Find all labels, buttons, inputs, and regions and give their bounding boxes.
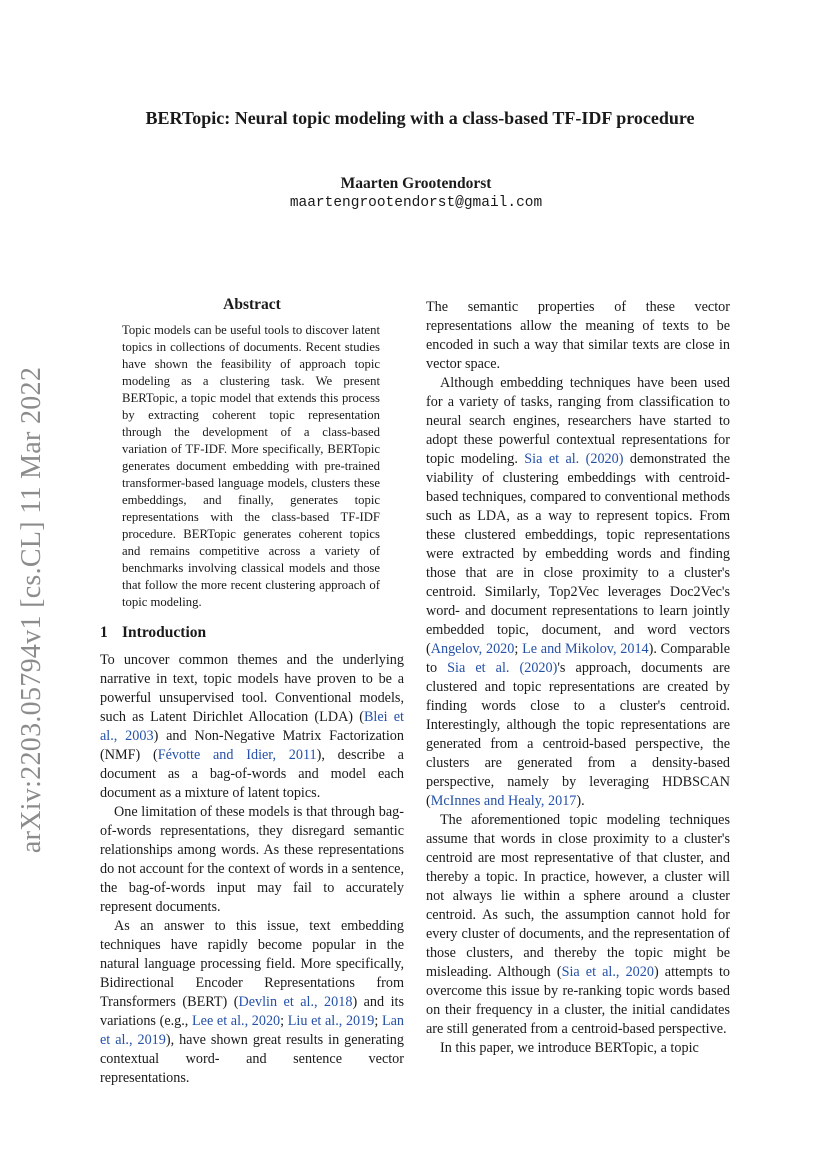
citation-link[interactable]: Sia et al. (2020) (524, 451, 624, 467)
text-run: ; (280, 1013, 288, 1029)
text-run: ; (374, 1013, 382, 1029)
text-run: ) attempts to overcome this issue by re-ranking topic words based on their frequency in a cluster, the initial candidates are still generated from a centroid-based perspective. (426, 964, 730, 1037)
citation-link[interactable]: Liu et al., 2019 (287, 1013, 375, 1029)
text-run: ) and its variations (e.g., (100, 994, 404, 1029)
section-heading-introduction (100, 624, 404, 642)
citation-link[interactable]: Angelov, 2020 (430, 641, 515, 657)
intro-paragraph-3 (100, 917, 404, 1088)
text-run: ) and Non-Negative Matrix Factorization (NMF) ( (100, 728, 404, 763)
citation-link[interactable]: Blei et al., 2003 (100, 709, 404, 744)
right-column (426, 298, 730, 1058)
text-run: ), describe a document as a bag-of-words and model each document as a mixture of latent topics. (100, 747, 404, 801)
section-number: 1 (100, 624, 108, 641)
citation-link[interactable]: McInnes and Healy, 2017 (430, 793, 577, 809)
text-run: Although embedding techniques have been used for a variety of tasks, ranging from classification to neural search engines, researchers have started to adopt these powerful contextual representations for topic modeling. (426, 375, 730, 467)
text-run: ). (576, 793, 585, 809)
text-run: As an answer to this issue, text embedding techniques have rapidly become popular in the natural language processing field. More specifically, Bidirectional Encoder Representations from Transformers (BERT) ( (100, 918, 404, 1010)
left-column (100, 296, 404, 1088)
arxiv-identifier-stamp (10, 360, 54, 860)
citation-link[interactable]: Lee et al., 2020 (192, 1013, 281, 1029)
arxiv-identifier-text: arXiv:2203.05794v1 [cs.CL] 11 Mar 2022 (16, 366, 47, 854)
text-run: ; (514, 641, 523, 657)
author-name: Maarten Grootendorst (340, 175, 492, 192)
abstract-heading: Abstract (223, 296, 281, 313)
abstract-text: Topic models can be useful tools to discover latent topics in collections of documents. Recent studies have shown the feasibility of approach topic modeling as a clustering task. We present BERTopic, a topic model that extends this process by extracting coherent topic representation through the development of a class-based variation of TF-IDF. More specifically, BERTopic generates document embedding with pre-trained transformer-based language models, clusters these embeddings, and finally, generates topic representations with the class-based TF-IDF procedure. BERTopic generates coherent topics and remains competitive across a variety of benchmarks involving classical models and those that follow the more recent clustering approach of topic modeling. (122, 323, 380, 609)
paper-title: BERTopic: Neural topic modeling with a class-based TF-IDF procedure (145, 108, 695, 128)
intro-paragraph-1 (100, 651, 404, 803)
citation-link[interactable]: Lan et al., 2019 (100, 1013, 404, 1048)
intro-paragraph-4: The semantic properties of these vector representations allow the meaning of texts to be encoded in such a way that similar texts are close in vector space. (426, 299, 730, 372)
text-run: To uncover common themes and the underlying narrative in text, topic models have proven to be a powerful unsupervised tool. Conventional models, such as Latent Dirichlet Allocation (LDA) ( (100, 652, 404, 725)
intro-paragraph-2: One limitation of these models is that through bag-of-words representations, they disregard semantic relationships among words. As these representations do not account for the context of words in a sentence, the bag-of-words input may fail to accurately represent documents. (100, 804, 404, 915)
citation-link[interactable]: Devlin et al., 2018 (238, 994, 353, 1010)
text-run: ), have shown great results in generating contextual word- and sentence vector representations. (100, 1032, 404, 1086)
citation-link[interactable]: Sia et al., 2020 (561, 964, 654, 980)
text-run: The aforementioned topic modeling techniques assume that words in close proximity to a cluster's centroid are most representative of that cluster, and thereby a topic. In practice, however, a cluster will not always lie within a sphere around a cluster centroid. As such, the assumption cannot hold for every cluster of documents, and the representation of those clusters, and thereby the topic might be misleading. Although ( (426, 812, 730, 980)
intro-paragraph-5 (426, 374, 730, 811)
text-run: ). Comparable to (426, 641, 731, 676)
intro-paragraph-7: In this paper, we introduce BERTopic, a topic (440, 1040, 699, 1056)
text-run: 's approach, documents are clustered and topic representations are created by finding words close to a cluster's centroid. Interestingly, although the topic representations are generated from a centroid-based perspective, the clusters are generated from a density-based perspective, namely by leveraging HDBSCAN ( (426, 660, 731, 809)
citation-link[interactable]: Sia et al. (2020) (447, 660, 558, 676)
text-run: demonstrated the viability of clustering embeddings with centroid-based techniques, compared to conventional methods such as LDA, as a way to represent topics. From these clustered embeddings, topic representations were extracted by embedding words and finding those that are in close proximity to a cluster's centroid. Similarly, Top2Vec leverages Doc2Vec's word- and document representations to learn jointly embedded topic, document, and word vectors ( (426, 451, 730, 657)
intro-paragraph-6 (426, 811, 730, 1039)
citation-link[interactable]: Févotte and Idier, 2011 (157, 747, 317, 763)
citation-link[interactable]: Le and Mikolov, 2014 (522, 641, 649, 657)
section-title: Introduction (122, 624, 207, 641)
author-email: maartengrootendorst@gmail.com (289, 195, 543, 211)
